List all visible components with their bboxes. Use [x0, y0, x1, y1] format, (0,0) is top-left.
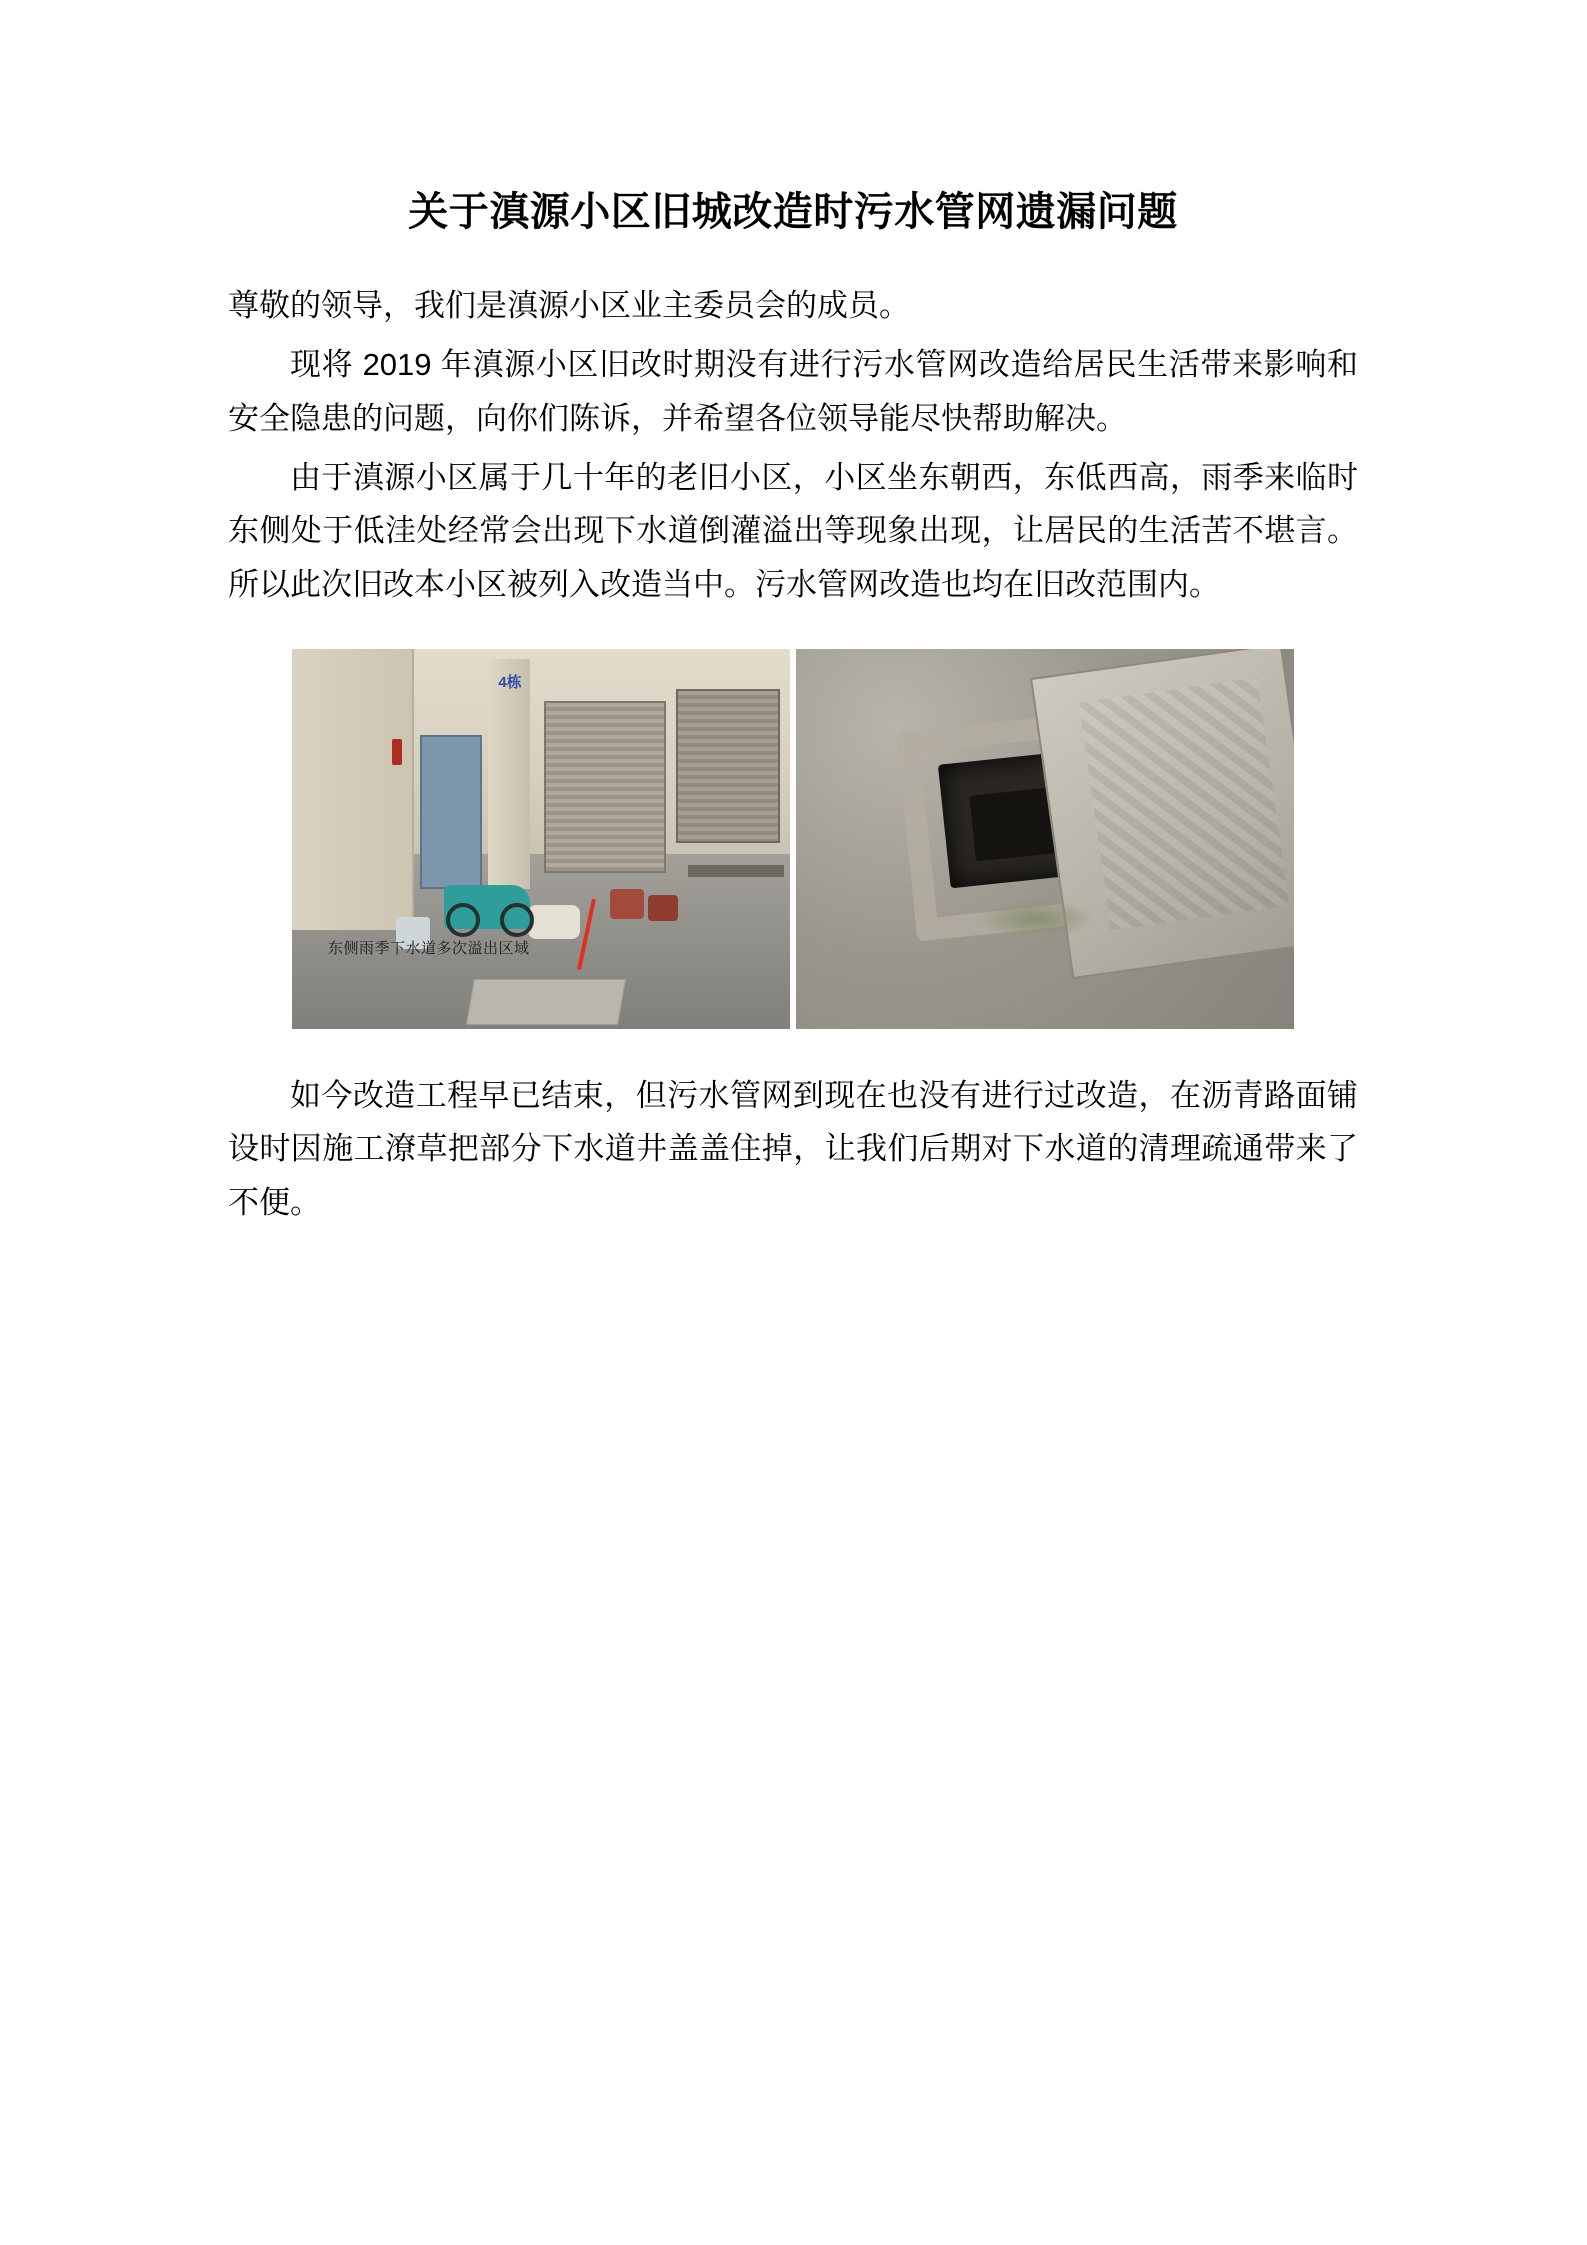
photo-debris	[976, 899, 1096, 939]
photo-concrete-slab	[466, 979, 626, 1025]
photo-door	[420, 735, 482, 889]
photo-bicycle-wheel-rear	[500, 903, 534, 937]
document-body	[228, 180, 1358, 1235]
fire-extinguisher-icon	[392, 739, 402, 765]
photo-caption-overlay: 东侧雨季下水道多次溢出区域	[328, 939, 530, 957]
photo-sack	[528, 905, 580, 939]
page-title: 关于滇源小区旧城改造时污水管网遗漏问题	[408, 190, 1178, 234]
paragraph-conclusion: 如今改造工程早已结束，但污水管网到现在也没有进行过改造，在沥青路面铺设时因施工潦草把部分下水道井盖盖住掉，让我们后期对下水道的清理疏通带来了不便。	[228, 1077, 1358, 1220]
photo-manhole-cover-pattern	[1079, 677, 1289, 930]
photo-alley	[292, 649, 790, 1029]
photo-pot	[610, 889, 644, 919]
paragraph-problem: 由于滇源小区属于几十年的老旧小区，小区坐东朝西，东低西高，雨季来临时东侧处于低洼处经常会出现下水道倒灌溢出等现象出现，让居民的生活苦不堪言。所以此次旧改本小区被列入改造当中。污水管网改造也均在旧改范围内。	[228, 459, 1358, 602]
paragraph-greeting: 尊敬的领导，我们是滇源小区业主委员会的成员。	[228, 288, 910, 323]
photo-pillar	[488, 659, 530, 889]
photo-rolling-shutter-second	[676, 689, 780, 843]
photo-wall	[292, 649, 414, 930]
paragraph-background: 现将 2019 年滇源小区旧改时期没有进行污水管网改造给居民生活带来影响和安全隐患的问题，向你们陈诉，并希望各位领导能尽快帮助解决。	[228, 347, 1358, 436]
photo-manhole	[796, 649, 1294, 1029]
photo-bicycle-wheel	[446, 903, 480, 937]
building-number-label: 4栋	[498, 673, 522, 691]
photo-table	[688, 865, 784, 877]
photo-pot-second	[648, 895, 678, 921]
photo-bicycle	[444, 885, 530, 929]
photo-rolling-shutter	[544, 701, 666, 873]
figure-row	[228, 649, 1358, 1029]
